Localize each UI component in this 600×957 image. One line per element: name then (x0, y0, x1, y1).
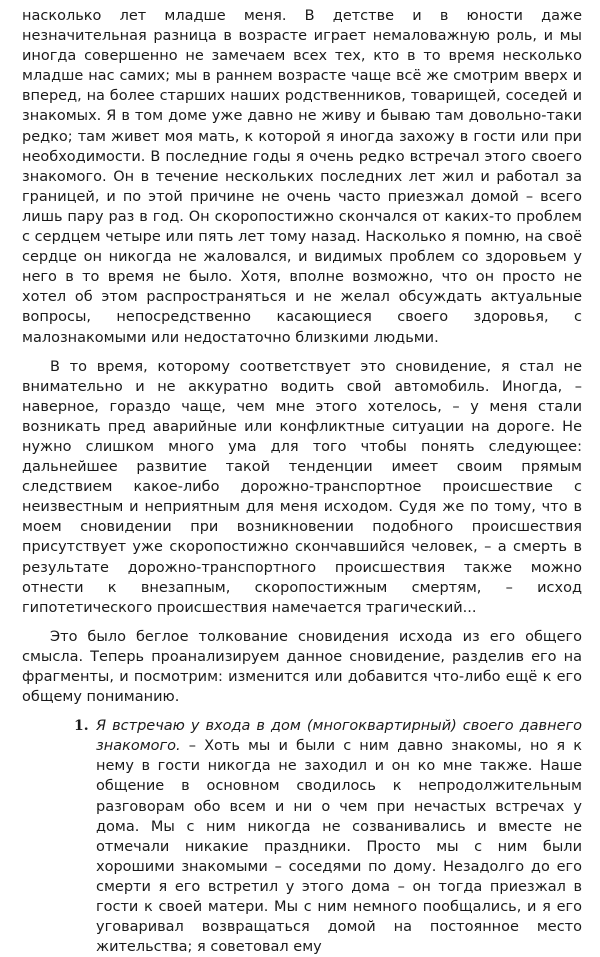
paragraph-1: насколько лет младше меня. В детстве и в юности даже незначительная разница в возрасте играет немаловажную роль, и мы иногда совершенно не замечаем всех тех, кто в то время несколько младше нас самих; мы в раннем возрасте чаще всё же смотрим вверх и вперед, на более старших наших родственников, товарищей, соседей и знакомых. Я в том доме уже давно не живу и бываю там довольно-таки редко; там живет моя мать, к которой я иногда захожу в гости или при необходимости. В последние годы я очень редко встречал этого своего знакомого. Он в течение нескольких последних лет жил и работал за границей, и по этой причине не очень часто приезжал домой – всего лишь пару раз в год. Он скоропостижно скончался от каких-то проблем с сердцем четыре или пять лет тому назад. Насколько я помню, на своё сердце он никогда не жаловался, и видимых проблем со здоровьем у него в то время не было. Хотя, вполне возможно, что он просто не хотел об этом распространяться и не желал обсуждать актуальные вопросы, непосредственно касающиеся своего здоровья, с малознакомыми или недостаточно близкими людьми. (22, 8, 582, 346)
list-item-text: – Хоть мы и были с ним давно знакомы, но я к нему в гости никогда не заходил и он ко мне также. Наше общение в основном сводилось к непродолжительным разговорам обо всем и ни о чем при нечастых встречах у дома. Мы с ним никогда не созванивались и вместе не отмечали никакие праздники. Просто мы с ним были хорошими знакомыми – соседями по дому. Незадолго до его смерти я его встретил у этого дома – он тогда приезжал в гости к своей матери. Мы с ним немного пообщались, и я его уговаривал возвращаться домой на постоянное место жительства; я советовал ему (96, 738, 582, 956)
list-item-italic-text: Я встречаю у входа в дом (многоквартирный) своего давнего знакомого. (96, 718, 582, 755)
paragraph-3: Это было беглое толкование сновидения исхода из его общего смысла. Теперь проанализируем данное сновидение, разделив его на фрагменты, и посмотрим: изменится или добавится что-либо ещё к его общему пониманию. (22, 628, 582, 706)
list-item (22, 716, 582, 957)
list-item-number: 1. (74, 718, 89, 735)
fragment-list (22, 716, 582, 957)
paragraph-2: В то время, которому соответствует это сновидение, я стал не внимательно и не аккуратно водить свой автомобиль. Иногда, – наверное, гораздо чаще, чем мне этого хотелось, – у меня стали возникать пред аварийные или конфликтные ситуации на дороге. Не нужно слишком много ума для того чтобы понять следующее: дальнейшее развитие такой тенденции имеет своим прямым следствием какое-либо дорожно-транспортное происшествие с неизвестным и неприятным для меня исходом. Судя же по тому, что в моем сновидении при возникновении подобного происшествия присутствует уже скоропостижно скончавшийся человек, – а смерть в результате дорожно-транспортного происшествия также можно отнести к внезапным, скоропостижным смертям, – исход гипотетического происшествия намечается трагический... (22, 358, 582, 616)
